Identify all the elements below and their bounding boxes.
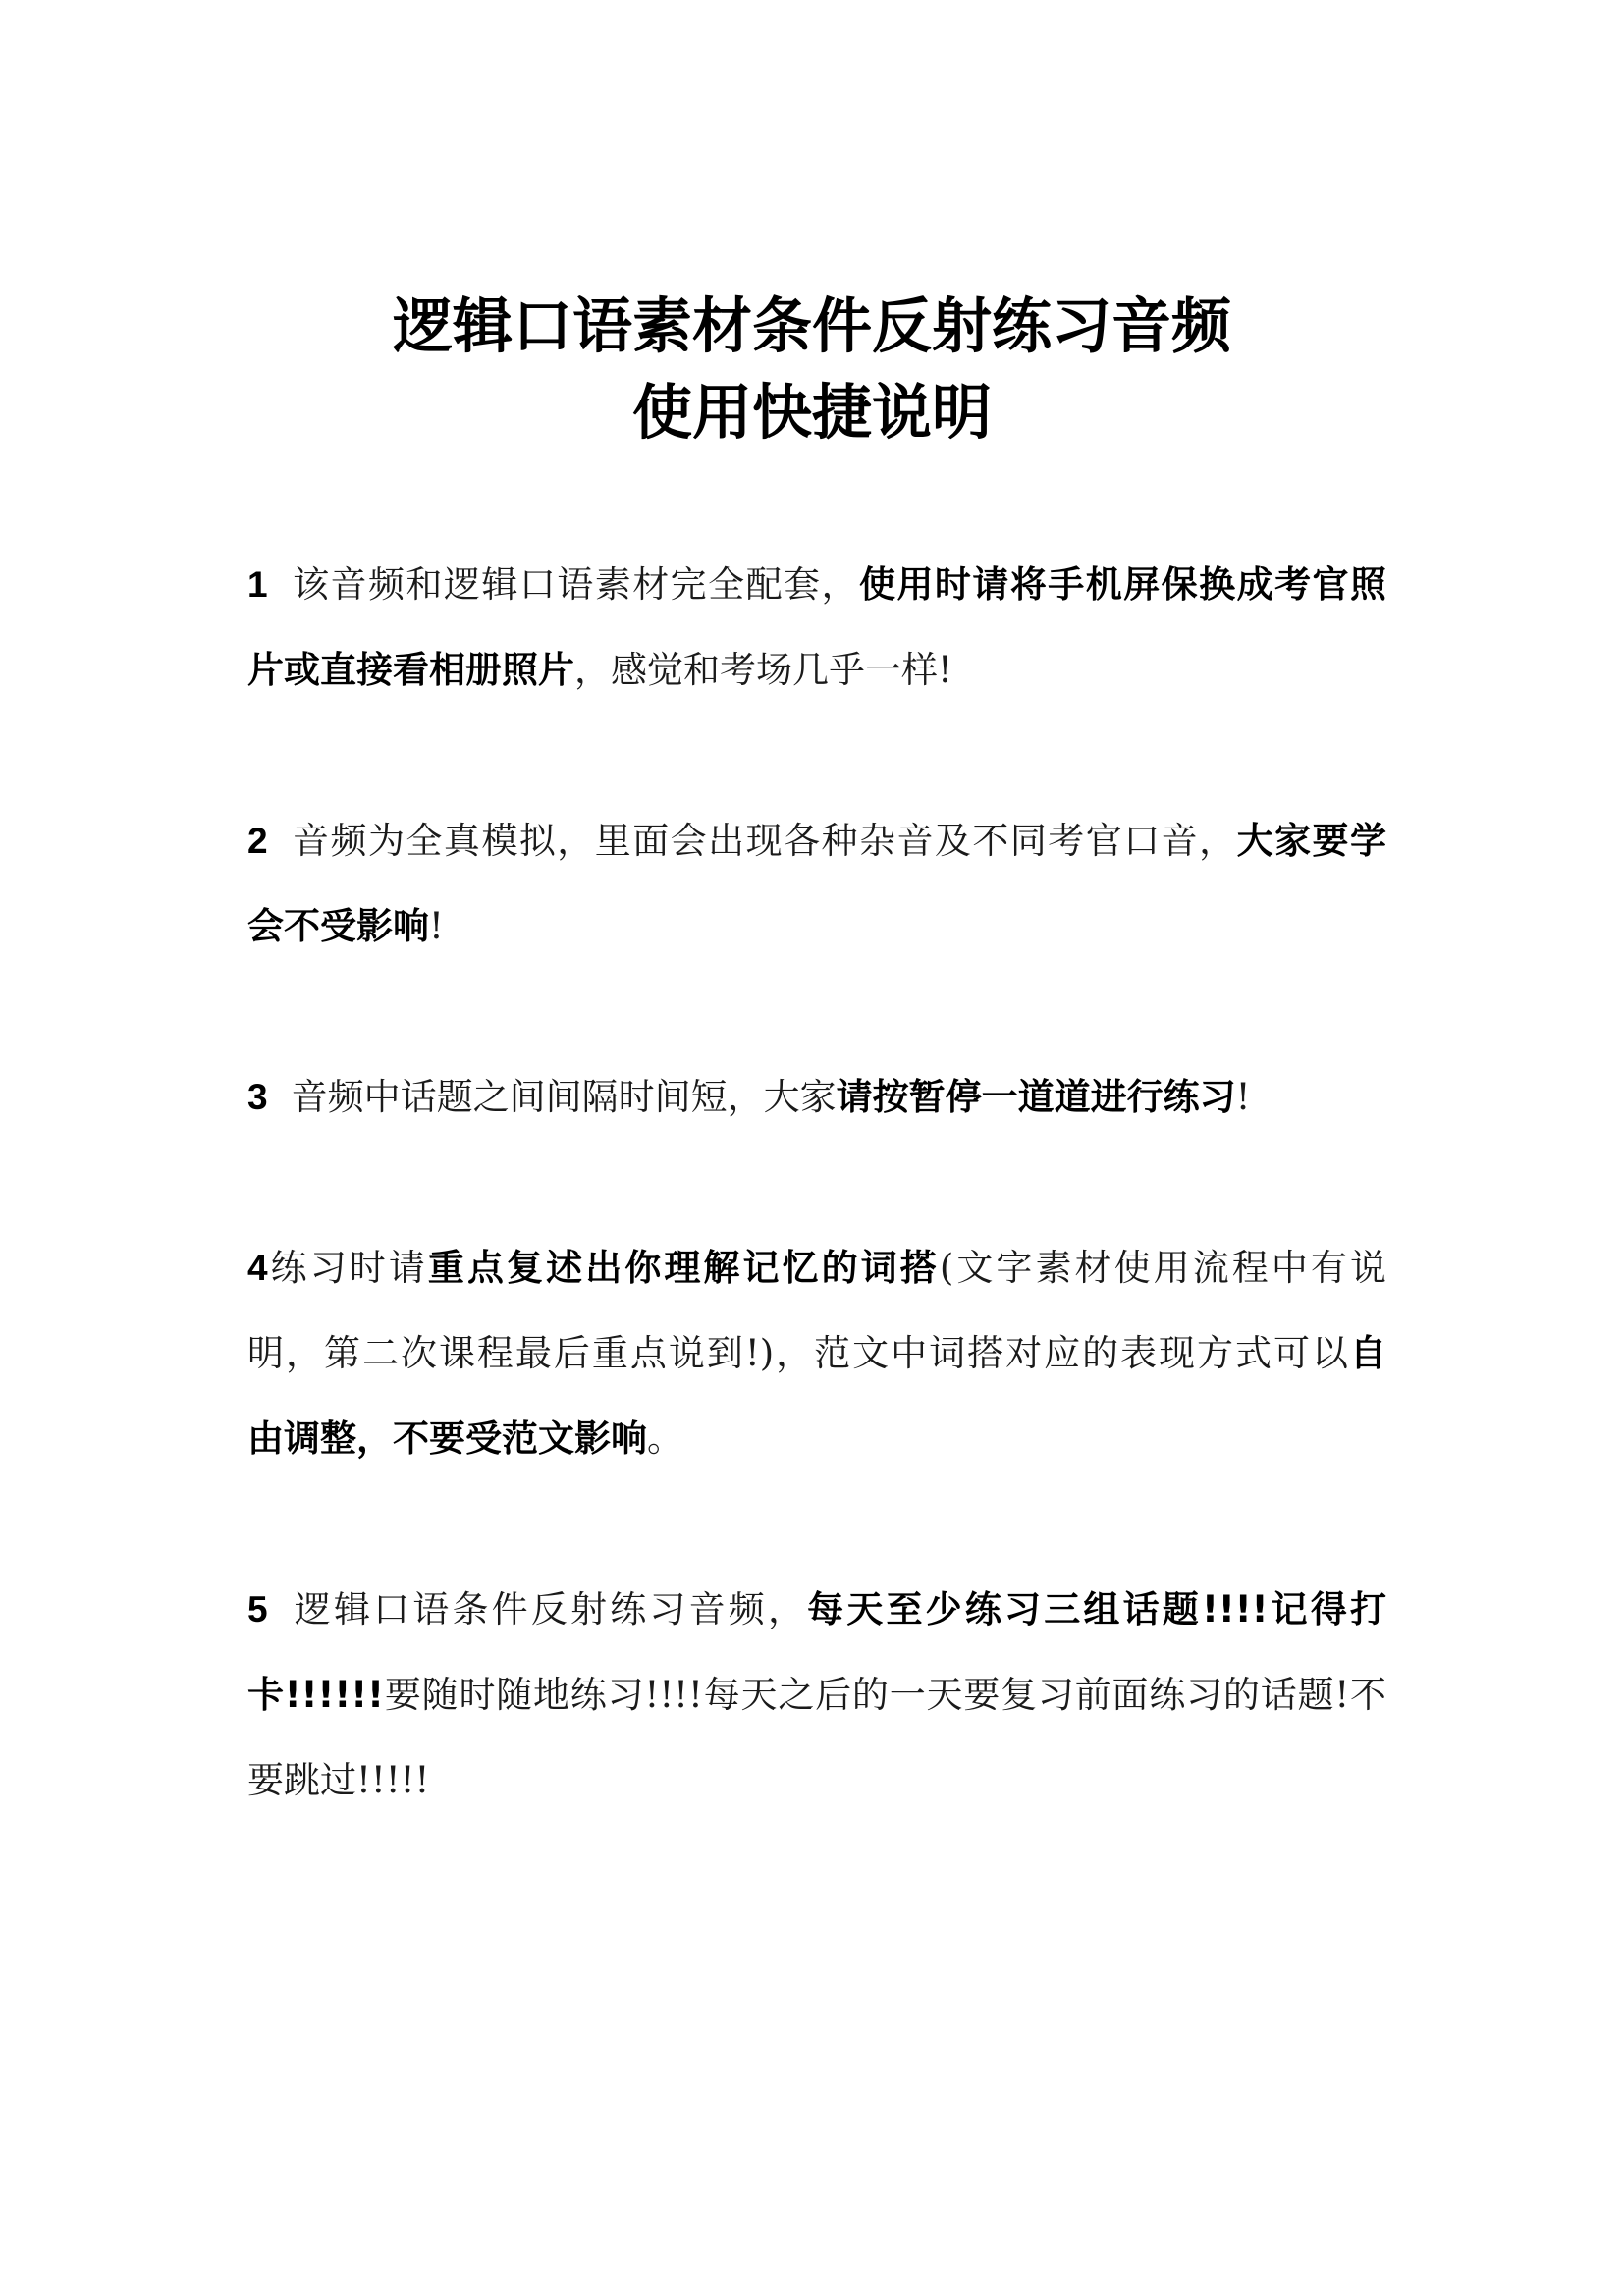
item-line bbox=[247, 1567, 1386, 1652]
document-title bbox=[0, 284, 1624, 456]
item-line bbox=[247, 1737, 1386, 1823]
text-segment: 该音频和逻辑口语素材完全配套， bbox=[291, 563, 859, 606]
item-line bbox=[247, 1310, 1386, 1396]
instruction-list bbox=[247, 542, 1386, 1908]
instruction-item-2 bbox=[247, 798, 1386, 969]
item-line bbox=[247, 1396, 1386, 1481]
text-segment: 音频中话题之间间隔时间短，大家 bbox=[291, 1076, 837, 1118]
item-line bbox=[247, 1225, 1386, 1310]
text-segment: 逻辑口语条件反射练习音频， bbox=[291, 1588, 808, 1630]
item-line bbox=[247, 883, 1386, 969]
emphasis-segment: 请按暂停一道道进行练习 bbox=[836, 1076, 1236, 1118]
text-segment: 练习时请 bbox=[267, 1247, 428, 1289]
item-line bbox=[247, 1652, 1386, 1737]
emphasis-segment: 由调整，不要受范文影响 bbox=[247, 1417, 647, 1460]
text-segment: ! bbox=[1235, 1076, 1251, 1118]
title-line-2: 使用快捷说明 bbox=[631, 378, 992, 448]
text-segment: (文字素材使用流程中有说 bbox=[939, 1247, 1386, 1289]
instruction-item-1 bbox=[247, 542, 1386, 713]
text-segment: 音频为全真模拟，里面会出现各种杂音及不同考官口音， bbox=[291, 820, 1237, 862]
text-segment: ，感觉和考场几乎一样! bbox=[574, 649, 952, 691]
title-line-1: 逻辑口语素材条件反射练习音频 bbox=[392, 292, 1231, 361]
item-number: 2 bbox=[247, 821, 268, 861]
text-segment: 明，第二次课程最后重点说到!)，范文中词搭对应的表现方式可以 bbox=[247, 1332, 1350, 1374]
emphasis-segment: 片或直接看相册照片 bbox=[247, 649, 574, 691]
instruction-item-5 bbox=[247, 1567, 1386, 1823]
emphasis-segment: 自 bbox=[1350, 1332, 1386, 1374]
item-number: 1 bbox=[247, 564, 268, 605]
text-segment: 要随时随地练习!!!!每天之后的一天要复习前面练习的话题!不 bbox=[384, 1674, 1386, 1716]
item-line bbox=[247, 798, 1386, 883]
text-segment: ! bbox=[429, 905, 444, 947]
item-number: 5 bbox=[247, 1589, 268, 1629]
emphasis-segment: 每天至少练习三组话题!!!!记得打 bbox=[807, 1588, 1387, 1630]
emphasis-segment: 大家要学 bbox=[1236, 820, 1387, 862]
instruction-item-4 bbox=[247, 1225, 1386, 1481]
emphasis-segment: 卡!!!!!! bbox=[247, 1674, 385, 1716]
item-line bbox=[247, 627, 1386, 713]
text-segment: 要跳过!!!!! bbox=[247, 1759, 430, 1801]
instruction-item-3 bbox=[247, 1054, 1386, 1140]
item-line bbox=[247, 1054, 1386, 1140]
text-segment: 。 bbox=[647, 1417, 683, 1460]
item-number: 4 bbox=[247, 1248, 268, 1288]
emphasis-segment: 会不受影响 bbox=[247, 905, 429, 947]
item-number: 3 bbox=[247, 1077, 268, 1117]
item-line bbox=[247, 542, 1386, 627]
emphasis-segment: 重点复述出你理解记忆的词搭 bbox=[427, 1247, 940, 1289]
emphasis-segment: 使用时请将手机屏保换成考官照 bbox=[858, 563, 1387, 606]
